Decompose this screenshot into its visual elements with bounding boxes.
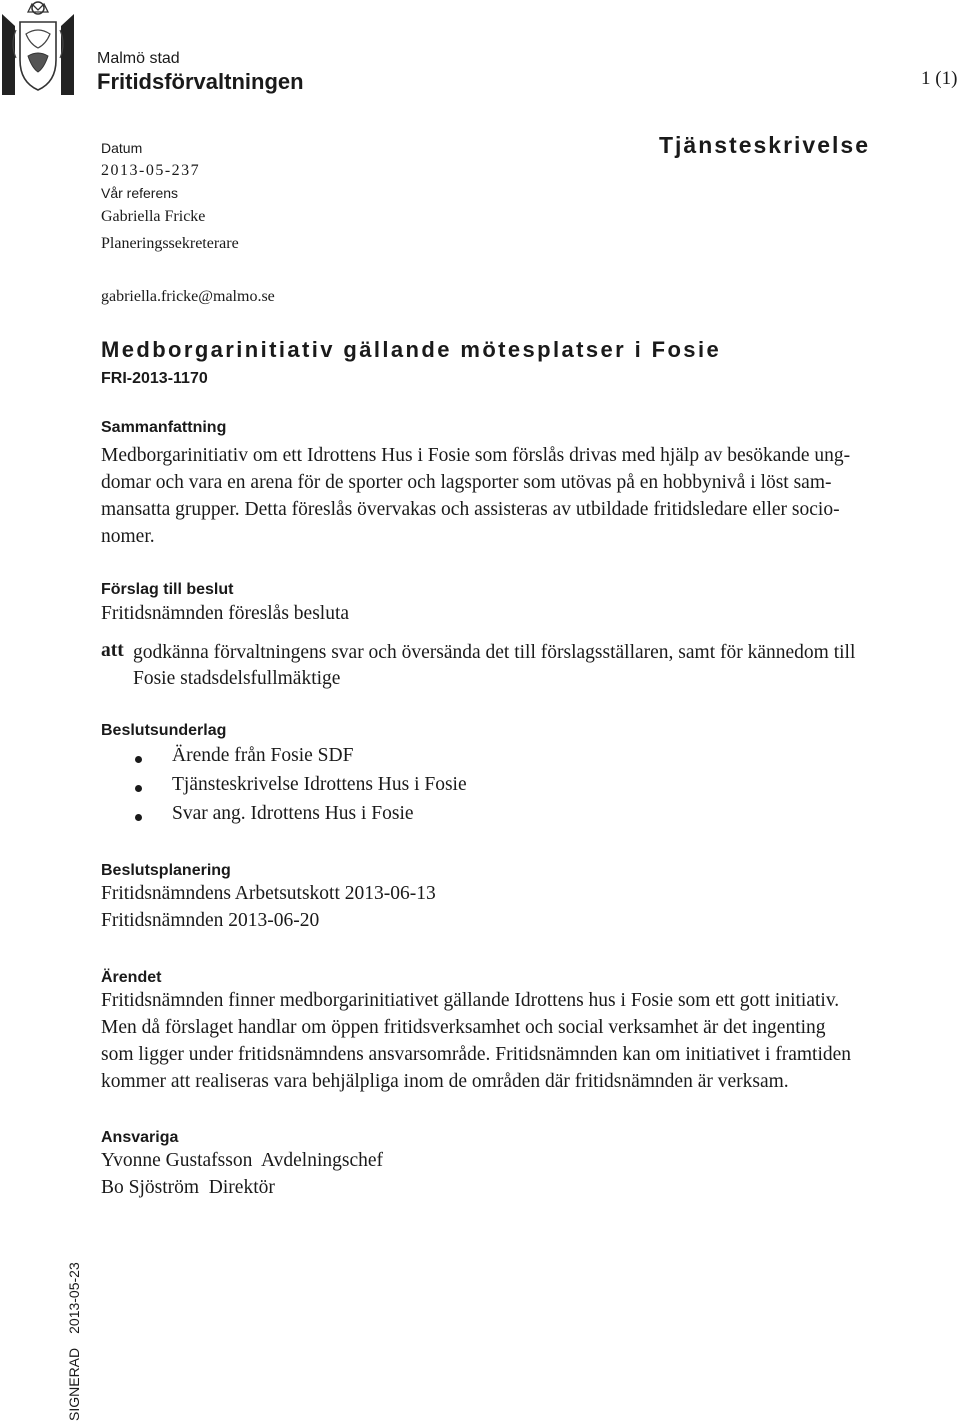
reference-title: Planeringssekreterare: [101, 235, 239, 252]
summary-line: Medborgarinitiativ om ett Idrottens Hus i Fosie som förslås drivas med hjälp av besökande ung-: [101, 445, 851, 466]
signed-label: SIGNERAD: [66, 1347, 82, 1421]
matter-line: Men då förslaget handlar om öppen fritidsverksamhet och social verksamhet är det ingenting: [101, 1017, 826, 1038]
reference-name: Gabriella Fricke: [101, 208, 206, 225]
matter-heading: Ärendet: [101, 969, 162, 986]
date-label: Datum: [101, 140, 143, 156]
page-number: 1 (1): [921, 68, 958, 89]
document-type: Tjänsteskrivelse: [658, 132, 870, 158]
summary-heading: Sammanfattning: [101, 419, 227, 436]
department-name: Fritidsförvaltningen: [97, 69, 304, 94]
proposal-intro: Fritidsnämnden föreslås besluta: [101, 603, 350, 624]
bullet-icon: [135, 785, 142, 792]
planning-heading: Beslutsplanering: [101, 862, 231, 879]
date-value: 2013-05-237: [101, 162, 201, 179]
signed-stamp: [66, 1262, 82, 1421]
bullet-icon: [135, 756, 142, 763]
org-name: Malmö stad: [97, 50, 180, 67]
summary-text: [101, 442, 951, 550]
summary-line: nomer.: [101, 526, 155, 547]
proposal-heading: Förslag till beslut: [101, 581, 234, 598]
document-reference: FRI-2013-1170: [101, 370, 208, 387]
planning-line: Fritidsnämnden 2013-06-20: [101, 910, 320, 931]
responsible-line: Bo Sjöström Direktör: [101, 1177, 275, 1198]
responsible-heading: Ansvariga: [101, 1129, 179, 1146]
att-line: Fosie stadsdelsfullmäktige: [133, 668, 341, 689]
signed-date: 2013-05-23: [66, 1262, 82, 1334]
city-coat-of-arms-icon: [2, 0, 74, 95]
reference-email: gabriella.fricke@malmo.se: [101, 288, 275, 305]
basis-heading: Beslutsunderlag: [101, 722, 227, 739]
summary-line: domar och vara en arena för de sporter och lagsporter som utövas på en hobbynivå i löst sam-: [101, 472, 832, 493]
summary-line: mansatta grupper. Detta föreslås övervakas och assisteras av utbildade fritidsledare eller socio-: [101, 499, 840, 520]
bullet-icon: [135, 814, 142, 821]
responsible-line: Yvonne Gustafsson Avdelningschef: [101, 1150, 384, 1171]
matter-line: kommer att realiseras vara behjälpliga inom de områden där fritidsnämnden är verksam.: [101, 1071, 789, 1092]
list-item-text: Svar ang. Idrottens Hus i Fosie: [172, 803, 414, 824]
planning-line: Fritidsnämndens Arbetsutskott 2013-06-13: [101, 883, 436, 904]
document-title: Medborgarinitiativ gällande mötesplatser i Fosie: [101, 337, 722, 362]
matter-line: Fritidsnämnden finner medborgarinitiativet gällande Idrottens hus i Fosie som ett gott initiativ.: [101, 990, 840, 1011]
att-line: godkänna förvaltningens svar och översända det till förslagsställaren, samt för kännedom till: [133, 642, 856, 663]
reference-label: Vår referens: [101, 185, 179, 201]
matter-line: som ligger under fritidsnämndens ansvarsområde. Fritidsnämnden kan om initiativet i framtiden: [101, 1044, 852, 1065]
att-label: att: [101, 640, 124, 661]
list-item-text: Ärende från Fosie SDF: [172, 745, 354, 766]
list-item-text: Tjänsteskrivelse Idrottens Hus i Fosie: [172, 774, 467, 795]
